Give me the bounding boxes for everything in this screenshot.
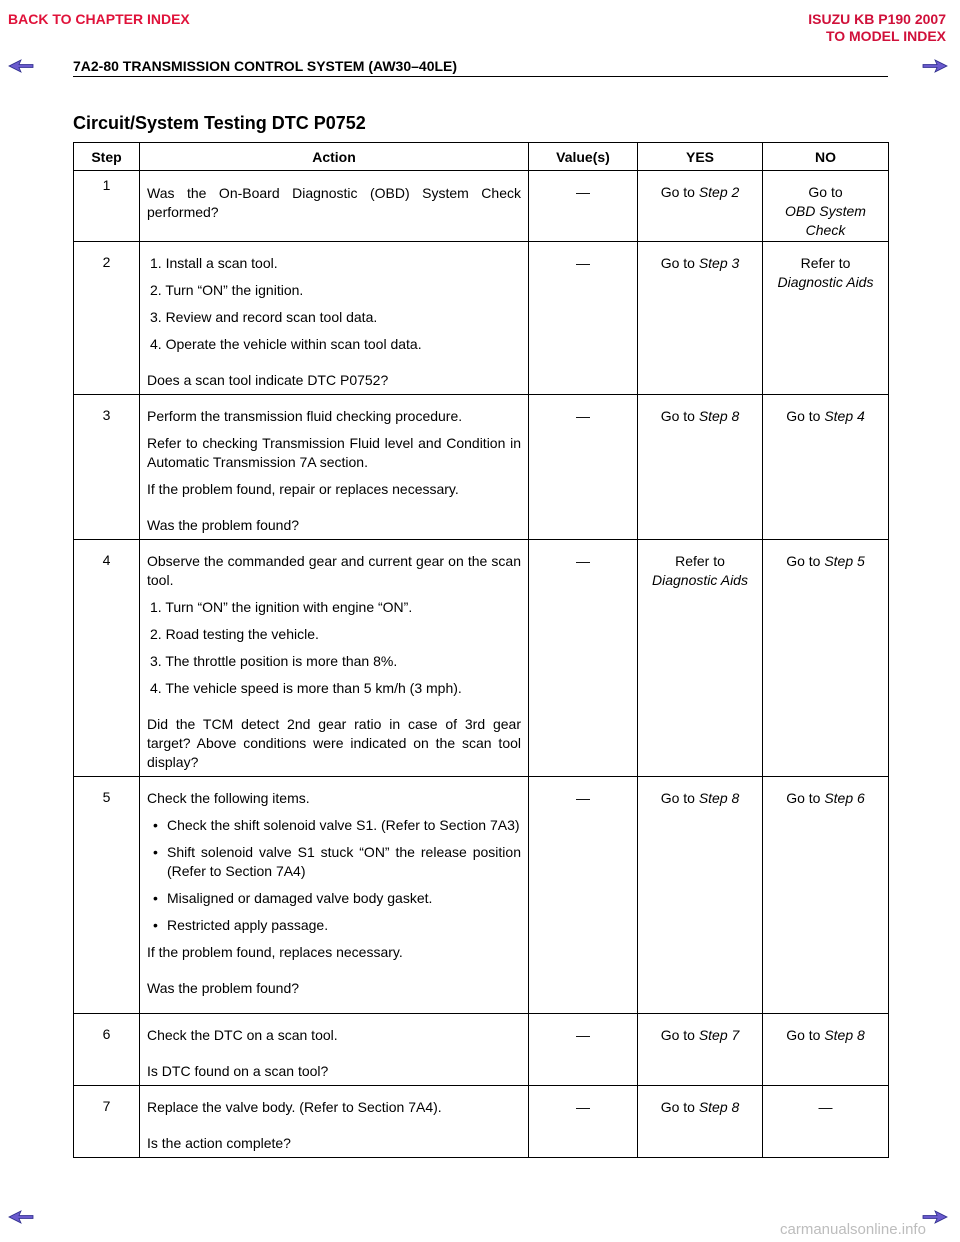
action-paragraph: Refer to checking Transmission Fluid level and Condition in Automatic Transmission 7A section. (147, 435, 521, 470)
step-question: Is the action complete? (147, 1135, 291, 1151)
table-row (74, 1086, 889, 1158)
step-no (763, 1014, 889, 1086)
step-question: Is DTC found on a scan tool? (147, 1063, 329, 1079)
diagnostic-table (73, 142, 889, 1158)
step-no (763, 777, 889, 1014)
action-paragraph: Perform the transmission fluid checking procedure. (147, 408, 463, 424)
yes-ref-link[interactable]: Diagnostic Aids (652, 572, 748, 588)
bullet-text: Restricted apply passage. (167, 917, 329, 933)
step-action (140, 540, 529, 777)
step-number: 1 (74, 171, 140, 242)
step-action (140, 171, 529, 242)
bullet-icon: • (153, 890, 158, 906)
action-intro: Check the DTC on a scan tool. (147, 1027, 338, 1043)
step-action (140, 1086, 529, 1158)
step-question: Did the TCM detect 2nd gear ratio in case of 3rd gear target? Above conditions were indicated on the scan tool display? (147, 716, 521, 770)
no-ref-link[interactable]: OBD System Check (785, 203, 866, 238)
step-yes (638, 242, 763, 395)
step-yes (638, 395, 763, 540)
step-number: 6 (74, 1014, 140, 1086)
bullet-text: Shift solenoid valve S1 stuck “ON” the release position (Refer to Section 7A4) (167, 844, 521, 879)
prev-page-left-arrow-icon[interactable] (8, 59, 34, 73)
step-yes (638, 540, 763, 777)
action-paragraph: If the problem found, repair or replaces necessary. (147, 481, 459, 497)
yes-prefix: Refer to (675, 553, 725, 569)
action-intro: Replace the valve body. (Refer to Section 7A4). (147, 1099, 442, 1115)
bullet-icon: • (153, 817, 158, 833)
no-prefix: Go to (786, 553, 825, 569)
no-prefix: Refer to (800, 255, 851, 271)
step-yes (638, 1086, 763, 1158)
bullet-icon: • (153, 844, 158, 860)
step-value: — (529, 777, 638, 1014)
model-index-links (808, 11, 946, 45)
table-row (74, 777, 889, 1014)
no-ref-link[interactable]: Step 4 (824, 408, 865, 424)
table-row (74, 540, 889, 777)
no-ref-link[interactable]: Diagnostic Aids (777, 274, 874, 290)
action-outro: If the problem found, replaces necessary. (147, 944, 403, 960)
action-bullet (153, 889, 521, 908)
yes-prefix: Go to (660, 1027, 699, 1043)
step-value: — (529, 1086, 638, 1158)
step-number: 7 (74, 1086, 140, 1158)
step-no (763, 540, 889, 777)
step-action (140, 1014, 529, 1086)
step-action (140, 242, 529, 395)
col-header-step: Step (74, 143, 140, 171)
action-bullet (153, 816, 521, 835)
to-model-index-link[interactable]: TO MODEL INDEX (825, 28, 946, 44)
step-value: — (529, 1014, 638, 1086)
table-row (74, 242, 889, 395)
step-question: Was the problem found? (147, 980, 300, 996)
step-no: — (763, 1086, 889, 1158)
yes-ref-link[interactable]: Step 2 (698, 184, 740, 200)
no-ref-link[interactable]: Step 6 (824, 790, 865, 806)
action-item: 1. Install a scan tool. (150, 255, 278, 271)
table-row (74, 395, 889, 540)
yes-prefix: Go to (660, 255, 699, 271)
yes-ref-link[interactable]: Step 3 (698, 255, 740, 271)
step-question: Does a scan tool indicate DTC P0752? (147, 372, 389, 388)
col-header-yes: YES (638, 143, 763, 171)
no-prefix: Go to (786, 1027, 825, 1043)
step-value: — (529, 171, 638, 242)
step-action (140, 395, 529, 540)
step-yes (638, 1014, 763, 1086)
step-number: 5 (74, 777, 140, 1014)
step-number: 4 (74, 540, 140, 777)
bullet-icon: • (153, 917, 158, 933)
step-number: 2 (74, 242, 140, 395)
action-item: 3. Review and record scan tool data. (150, 309, 378, 325)
action-item: 2. Road testing the vehicle. (150, 626, 319, 642)
no-prefix: Go to (786, 408, 825, 424)
yes-ref-link[interactable]: Step 8 (698, 790, 740, 806)
col-header-no: NO (763, 143, 889, 171)
col-header-action: Action (140, 143, 529, 171)
action-item: 1. Turn “ON” the ignition with engine “ON”. (150, 599, 413, 615)
step-no (763, 171, 889, 242)
no-ref-link[interactable]: Step 8 (824, 1027, 865, 1043)
no-prefix: Go to (808, 184, 843, 200)
action-item: 4. The vehicle speed is more than 5 km/h (3 mph). (150, 680, 462, 696)
step-no (763, 395, 889, 540)
action-intro: Observe the commanded gear and current gear on the scan tool. (147, 553, 521, 588)
action-item: 4. Operate the vehicle within scan tool data. (150, 336, 422, 352)
step-value: — (529, 242, 638, 395)
no-ref-link[interactable]: Step 5 (824, 553, 865, 569)
header-divider (73, 76, 888, 77)
prev-page-left-arrow-icon-bottom[interactable] (8, 1210, 34, 1224)
step-yes (638, 171, 763, 242)
table-row (74, 171, 889, 242)
back-to-chapter-index-link[interactable]: BACK TO CHAPTER INDEX (8, 11, 190, 27)
action-bullet (153, 843, 521, 881)
yes-prefix: Go to (660, 408, 699, 424)
action-item: 2. Turn “ON” the ignition. (150, 282, 304, 298)
table-row (74, 1014, 889, 1086)
yes-ref-link[interactable]: Step 8 (698, 408, 740, 424)
action-bullet (153, 916, 521, 935)
yes-ref-link[interactable]: Step 7 (698, 1027, 740, 1043)
page-header-title: 7A2-80 TRANSMISSION CONTROL SYSTEM (AW30–40LE) (73, 58, 458, 74)
yes-ref-link[interactable]: Step 8 (698, 1099, 740, 1115)
yes-prefix: Go to (660, 790, 699, 806)
step-question: Was the On-Board Diagnostic (OBD) System Check performed? (147, 185, 521, 220)
step-number: 3 (74, 395, 140, 540)
no-prefix: Go to (786, 790, 825, 806)
yes-prefix: Go to (660, 184, 699, 200)
yes-prefix: Go to (660, 1099, 699, 1115)
watermark: carmanualsonline.info (780, 1221, 926, 1238)
step-value: — (529, 540, 638, 777)
col-header-values: Value(s) (529, 143, 638, 171)
action-item: 3. The throttle position is more than 8%. (150, 653, 398, 669)
step-question: Was the problem found? (147, 517, 300, 533)
action-intro: Check the following items. (147, 790, 310, 806)
bullet-text: Check the shift solenoid valve S1. (Refer to Section 7A3) (167, 817, 520, 833)
step-action (140, 777, 529, 1014)
step-no (763, 242, 889, 395)
step-yes (638, 777, 763, 1014)
section-title: Circuit/System Testing DTC P0752 (73, 113, 366, 133)
model-title-link[interactable]: ISUZU KB P190 2007 (808, 11, 946, 27)
step-value: — (529, 395, 638, 540)
table-header-row (74, 143, 889, 171)
next-page-right-arrow-icon[interactable] (922, 59, 948, 73)
bullet-text: Misaligned or damaged valve body gasket. (167, 890, 433, 906)
